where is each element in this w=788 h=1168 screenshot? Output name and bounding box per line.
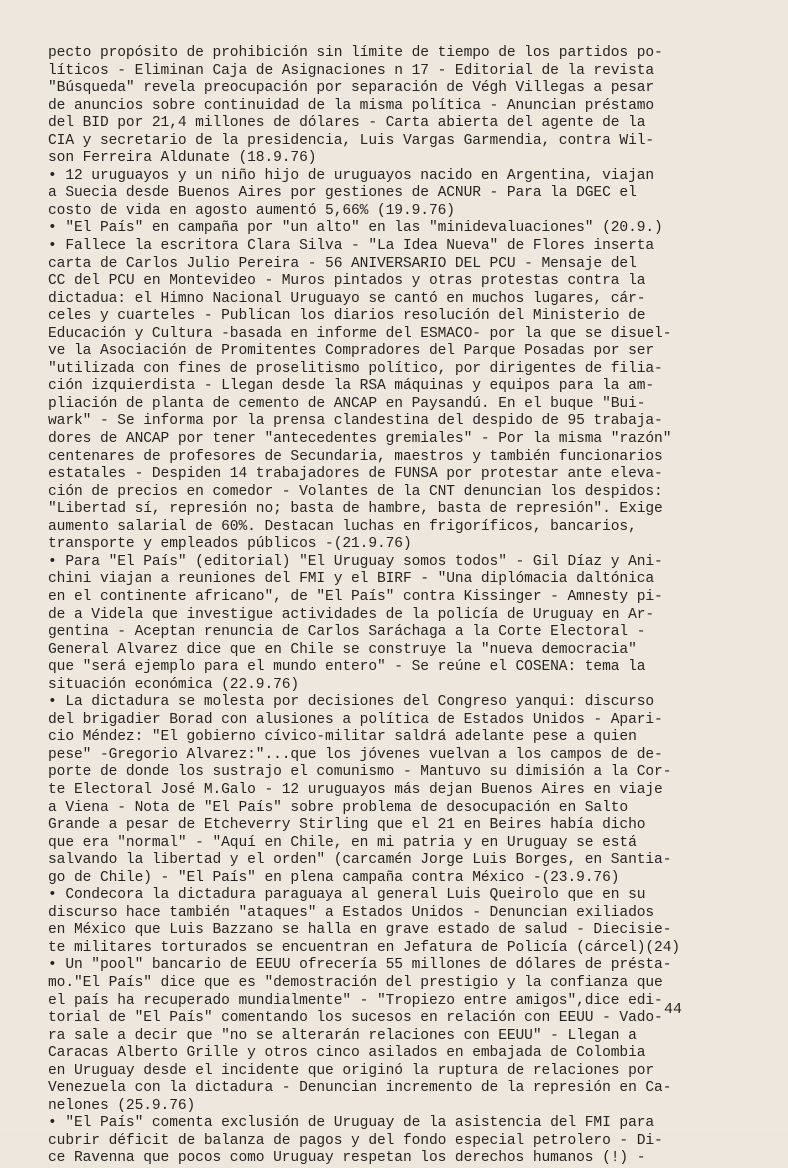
text-line: del brigadier Borad con alusiones a política de Estados Unidos - Apari- [48, 711, 663, 728]
text-line: Grande a pesar de Etcheverry Stirling que el 21 en Beires había dicho [48, 817, 646, 834]
text-line: go de Chile) - "El País" en plena campaña contra México -(23.9.76) [48, 869, 620, 886]
text-line: celes y cuarteles - Publican los diarios resolución del Ministerio de [48, 308, 646, 325]
text-line: chini viajan a reuniones del FMI y el BIRF - "Una diplómacia daltónica [48, 571, 655, 588]
text-line: son Ferreira Aldunate (18.9.76) [48, 150, 317, 167]
text-line: "Libertad sí, represión no; basta de hambre, basta de represión". Exige [48, 501, 663, 518]
text-line: en el continente africano", de "El País" contra Kissinger - Amnesty pi- [48, 588, 663, 605]
text-line: aumento salarial de 60%. Destacan luchas en frigoríficos, bancarios, [48, 518, 637, 535]
text-line: • Un "pool" bancario de EEUU ofrecería 55 millones de dólares de présta- [48, 957, 672, 974]
text-line: CC del PCU en Montevideo - Muros pintados y otras protestas contra la [48, 273, 646, 290]
text-line: transporte y empleados públicos -(21.9.76) [48, 536, 412, 553]
text-line: • La dictadura se molesta por decisiones del Congreso yanqui: discurso [48, 694, 655, 711]
text-line: porte de donde los sustrajo el comunismo - Mantuvo su dimisión a la Cor- [48, 764, 672, 781]
text-line: ve la Asociación de Promitentes Compradores del Parque Posadas por ser [48, 343, 655, 360]
text-line: • "El País" en campaña por "un alto" en las "minidevaluaciones" (20.9.) [48, 220, 663, 237]
text-line: te militares torturados se encuentran en Jefatura de Policía (cárcel)(24) [48, 939, 681, 956]
text-line: costo de vida en agosto aumentó 5,66% (19.9.76) [48, 202, 455, 219]
text-line: Caracas Alberto Grille y otros cinco asilados en embajada de Colombia [48, 1045, 646, 1062]
text-line: que "será ejemplo para el mundo entero" - Se reúne el COSENA: tema la [48, 659, 646, 676]
text-line: Educación y Cultura -basada en informe del ESMACO- por la que se disuel- [48, 325, 672, 342]
text-line: • Condecora la dictadura paraguaya al general Luis Queirolo que en su [48, 887, 646, 904]
text-line: el país ha recuperado mundialmente" - "Tropiezo entre amigos",dice edi- [48, 992, 663, 1009]
text-line: cubrir déficit de balanza de pagos y del fondo especial petrolero - Di- [48, 1132, 663, 1149]
text-line: pese" -Gregorio Alvarez:"...que los jóvenes vuelvan a los campos de de- [48, 746, 663, 763]
text-line: en Uruguay desde el incidente que originó la ruptura de relaciones por [48, 1062, 655, 1079]
text-line: discurso hace también "ataques" a Estados Unidos - Denuncian exiliados [48, 904, 655, 921]
text-line: "Búsqueda" revela preocupación por separación de Végh Villegas a pesar [48, 80, 655, 97]
text-line: estatales - Despiden 14 trabajadores de FUNSA por protestar ante eleva- [48, 466, 663, 483]
text-line: • Fallece la escritora Clara Silva - "La Idea Nueva" de Flores inserta [48, 238, 655, 255]
text-line: nelones (25.9.76) [48, 1097, 196, 1114]
text-line: salvando la libertad y el orden" (carcamén Jorge Luis Borges, en Santia- [48, 852, 672, 869]
text-line: carta de Carlos Julio Pereira - 56 ANIVERSARIO DEL PCU - Mensaje del [48, 255, 637, 272]
text-line: en México que Luis Bazzano se halla en grave estado de salud - Diecisie- [48, 922, 672, 939]
text-line: ción de precios en comedor - Volantes de la CNT denuncian los despidos: [48, 483, 663, 500]
text-line: mo."El País" dice que es "demostración del prestigio y la confianza que [48, 974, 663, 991]
text-line: • 12 uruguayos y un niño hijo de uruguayos nacido en Argentina, viajan [48, 167, 655, 184]
text-line: de a Videla que investigue actividades de la policía de Uruguay en Ar- [48, 606, 655, 623]
text-line: gentina - Aceptan renuncia de Carlos Saráchaga a la Corte Electoral - [48, 624, 646, 641]
text-line: de anuncios sobre continuidad de la misma política - Anuncian préstamo [48, 97, 655, 114]
text-line: del BID por 21,4 millones de dólares - Carta abierta del agente de la [48, 115, 646, 132]
text-line: wark" - Se informa por la prensa clandestina del despido de 95 trabaja- [48, 413, 663, 430]
text-line: ción izquierdista - Llegan desde la RSA máquinas y equipos para la am- [48, 378, 655, 395]
text-line: dictadua: el Himno Nacional Uruguayo se cantó en muchos lugares, cár- [48, 290, 646, 307]
body-text [48, 45, 760, 1168]
text-line: pecto propósito de prohibición sin límite de tiempo de los partidos po- [48, 45, 663, 61]
page-number: 44 [664, 1001, 683, 1018]
text-line: ce Ravenna que pocos como Uruguay respetan los derechos humanos (!) - [48, 1150, 646, 1167]
text-line: "utilizada con fines de proselitismo político, por dirigentes de filia- [48, 360, 663, 377]
text-line: centenares de profesores de Secundaria, maestros y también funcionarios [48, 448, 663, 465]
text-line: que era "normal" - "Aquí en Chile, en mi patria y en Uruguay se está [48, 834, 637, 851]
text-line: dores de ANCAP por tener "antecedentes gremiales" - Por la misma "razón" [48, 431, 672, 448]
text-line: • Para "El País" (editorial) "El Uruguay somos todos" - Gil Díaz y Ani- [48, 553, 663, 570]
text-line: a Suecia desde Buenos Aires por gestiones de ACNUR - Para la DGEC el [48, 185, 637, 202]
text-line: pliación de planta de cemento de ANCAP en Paysandú. En el buque "Bui- [48, 395, 646, 412]
text-line: situación económica (22.9.76) [48, 676, 300, 693]
text-line: cio Méndez: "El gobierno cívico-militar saldrá adelante pese a quien [48, 729, 637, 746]
text-line: CIA y secretario de la presidencia, Luis Vargas Garmendia, contra Wil- [48, 132, 655, 149]
text-line: torial de "El País" comentando los sucesos en relación con EEUU - Vado- [48, 1010, 663, 1027]
text-line: líticos - Eliminan Caja de Asignaciones n 17 - Editorial de la revista [48, 62, 655, 79]
text-line: • "El País" comenta exclusión de Uruguay de la asistencia del FMI para [48, 1115, 655, 1132]
text-line: ra sale a decir que "no se alterarán relaciones con EEUU" - Llegan a [48, 1027, 637, 1044]
text-line: Venezuela con la dictadura - Denuncian incremento de la represión en Ca- [48, 1080, 672, 1097]
text-line: te Electoral José M.Galo - 12 uruguayos más dejan Buenos Aires en viaje [48, 781, 663, 798]
text-line: General Alvarez dice que en Chile se construye la "nueva democracia" [48, 641, 637, 658]
text-line: a Viena - Nota de "El País" sobre problema de desocupación en Salto [48, 799, 629, 816]
